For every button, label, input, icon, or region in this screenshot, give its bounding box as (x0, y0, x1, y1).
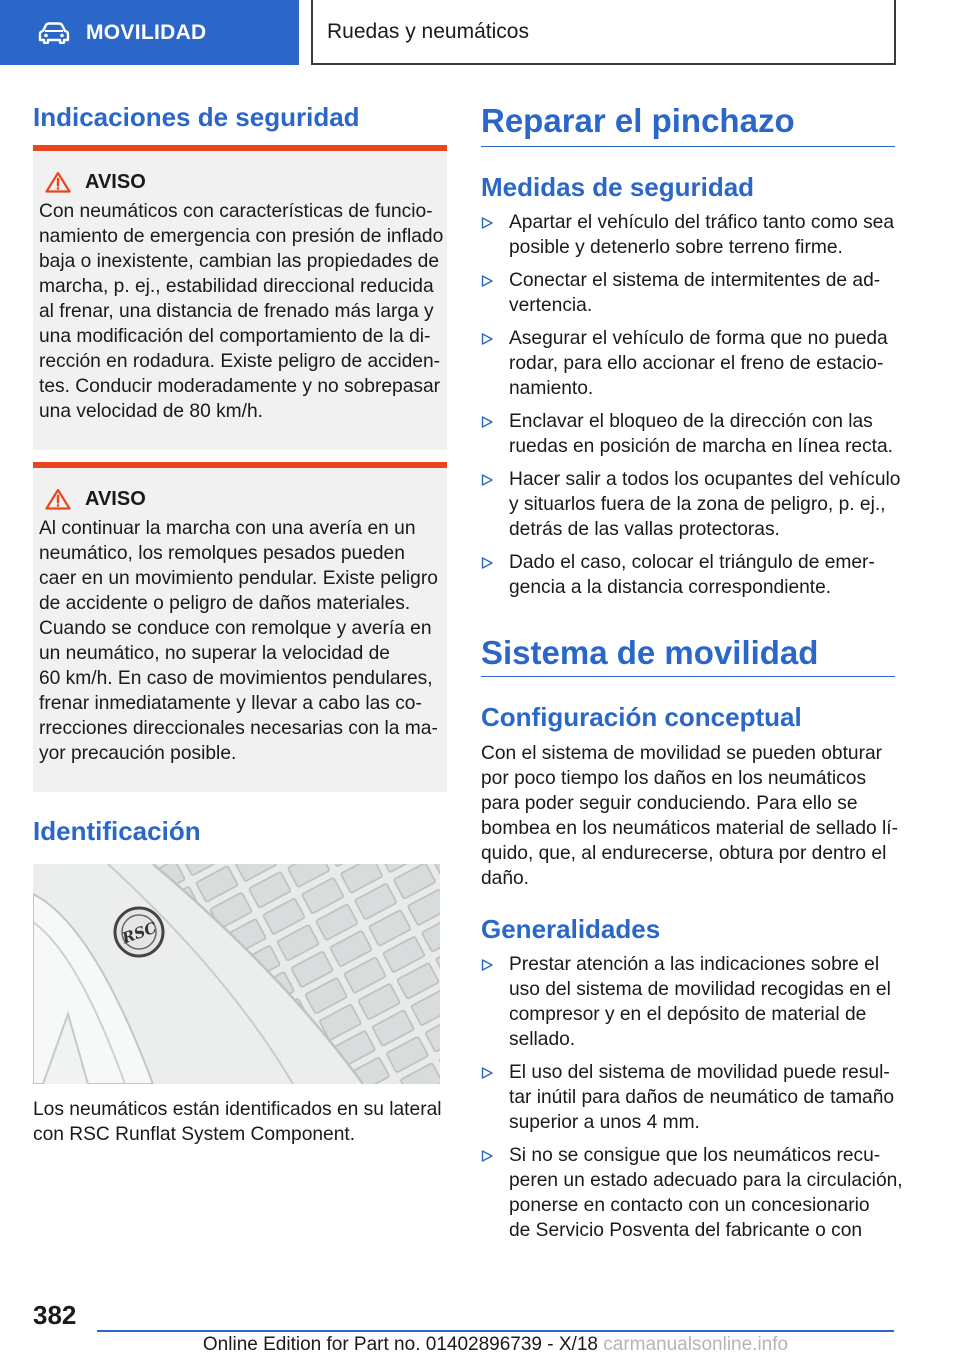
list-item: El uso del sistema de movilidad puede resul- tar inútil para daños de neumático de tamaño superior a unos 4 mm. (481, 1060, 901, 1135)
page-number: 382 (33, 1300, 77, 1330)
warning-triangle-icon (45, 488, 71, 510)
general-heading: Generalidades (481, 914, 661, 944)
rsc-logo (115, 908, 163, 956)
list-item: Prestar atención a las indicaciones sobre el uso del sistema de movilidad recogidas en el compresor y en el depósito de material de sellado. (481, 952, 901, 1052)
list-item: Dado el caso, colocar el triángulo de emer- gencia a la distancia correspondiente. (481, 550, 901, 600)
mobility-heading: Sistema de movilidad (481, 634, 819, 671)
safety-heading: Indicaciones de seguridad (33, 102, 360, 132)
svg-text:RSC: RSC (119, 918, 159, 948)
repair-heading: Reparar el pinchazo (481, 102, 795, 139)
warning-text-1: Con neumáticos con características de funcio- namiento de emergencia con presión de inflado baja o inexistente, cambian las propiedades de marcha, p. ej., estabilidad direccional reducida al frenar, una distancia de frenado más larga y una modificación del comportamiento de la di- rección en rodadura. Existe peligro de acciden- tes. Conducir moderadamente y no sobrepasar una velocidad de 80 km/h. (39, 201, 444, 422)
arrow-right-icon (481, 217, 493, 229)
edition-text: Online Edition for Part no. 01402896739 - X/18 (202, 1334, 598, 1355)
section-label: MOVILIDAD (86, 20, 207, 44)
chapter-label: Ruedas y neumáticos (327, 19, 529, 43)
car-icon (38, 22, 70, 44)
arrow-right-icon (481, 1150, 493, 1162)
list-item: Enclavar el bloqueo de la dirección con las ruedas en posición de marcha en línea recta. (481, 409, 901, 459)
arrow-right-icon (481, 275, 493, 287)
heading-rule (481, 146, 895, 147)
arrow-right-icon (481, 557, 493, 569)
identification-heading: Identificación (33, 816, 201, 846)
tire-caption: Los neumáticos están identificados en su lateral con RSC Runflat System Component. (33, 1099, 442, 1145)
warning-box-2 (33, 462, 447, 792)
arrow-right-icon (481, 416, 493, 428)
list-item: Apartar el vehículo del tráfico tanto como sea posible y detenerlo sobre terreno firme. (481, 210, 901, 260)
warning-triangle-icon (45, 171, 71, 193)
concept-paragraph: Con el sistema de movilidad se pueden obturar por poco tiempo los daños en los neumáticos para poder seguir conduciendo. Para ello se bombea en los neumáticos material de sellado lí- quido, que, al endurecerse, obtura por dentro el daño. (481, 743, 899, 889)
warning-label: AVISO (85, 487, 146, 510)
watermark-text: carmanualsonline.info (603, 1334, 789, 1355)
arrow-right-icon (481, 1067, 493, 1079)
warning-text-2: Al continuar la marcha con una avería en un neumático, los remolques pesados pueden caer en un movimiento pendular. Existe peligro de accidente o peligro de daños materiales. Cuando se conduce con remolque y avería en un neumático, no superar la velocidad de 60 km/h. En caso de movimientos pendulares, frenar inmediatamente y llevar a cabo las co- rrecciones direccionales necesarias con la ma- yor precaución posible. (39, 518, 438, 764)
list-item: Conectar el sistema de intermitentes de ad- vertencia. (481, 268, 901, 318)
measures-heading: Medidas de seguridad (481, 172, 755, 202)
list-item: Si no se consigue que los neumáticos recu- peren un estado adecuado para la circulación, ponerse en contacto con un concesionario de Servicio Posventa del fabricante o con (481, 1143, 901, 1243)
list-item: Asegurar el vehículo de forma que no pueda rodar, para ello accionar el freno de estacio- namiento. (481, 326, 901, 401)
footer-edition (97, 1334, 894, 1356)
general-list (481, 952, 901, 1251)
warning-box-1 (33, 145, 447, 450)
chapter-header (311, 0, 896, 65)
measures-list (481, 210, 901, 608)
list-item: Hacer salir a todos los ocupantes del vehículo y situarlos fuera de la zona de peligro, p. ej., detrás de las vallas protectoras. (481, 467, 901, 542)
tire-illustration (33, 864, 440, 1084)
section-tab[interactable] (0, 0, 299, 65)
arrow-right-icon (481, 474, 493, 486)
concept-heading: Configuración conceptual (481, 702, 802, 732)
footer-rule (97, 1330, 894, 1332)
warning-label: AVISO (85, 170, 146, 193)
arrow-right-icon (481, 333, 493, 345)
heading-rule (481, 676, 895, 677)
arrow-right-icon (481, 959, 493, 971)
